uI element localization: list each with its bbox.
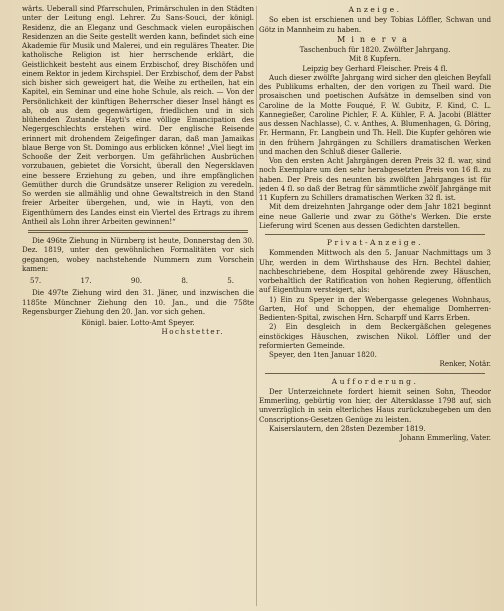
summons-dateline: Kaiserslautern, den 28sten Dezember 1819. [269, 423, 426, 433]
lottery-office: Königl. baier. Lotto-Amt Speyer. [81, 318, 195, 327]
lottery-number: 8. [181, 276, 188, 285]
book-plates: Mit 8 Kupfern. [349, 54, 401, 64]
lottery-number: 5. [227, 276, 234, 285]
right-column [259, 4, 491, 442]
notary-signature: Renker, Notär. [439, 359, 491, 369]
auction-dateline: Speyer, den 1ten Januar 1820. [269, 350, 377, 359]
book-announcement: Mit dem dreizehnten Jahrgange oder dem Jahr 1821 beginnt eine neue Gallerie und zwar zu Göthe's Werken. Die erste Lieferung wird Scenen aus dessen Gedichten darstellen. [259, 202, 491, 230]
auction-item: 2) Ein desgleich in dem Beckergäßchen gelegenes einstöckiges Häuschen, zwischen Nikol. Löffler und der reformierten Gemeinde. [259, 322, 491, 350]
lottery-text: Die 496te Ziehung in Nürnberg ist heute, Donnerstag den 30. Dez. 1819, unter den gewöhnlichen Formalitäten vor sich gegangen, wobey nachstehende Nummern zum Vorschein kamen: [22, 236, 254, 273]
column-divider [256, 6, 257, 606]
lottery-number: 90. [130, 276, 143, 285]
book-title: Minerva [337, 34, 413, 44]
notice-text: So eben ist erschienen und bey Tobias Löffler, Schwan und Götz in Mannheim zu haben. [259, 15, 491, 34]
heading-private-notice: Privat-Anzeige. [326, 238, 424, 247]
book-publisher: Leipzig bey Gerhard Fleischer. Preis 4 fl. [302, 63, 448, 73]
auction-item: 1) Ein zu Speyer in der Webergasse gelegenes Wohnhaus, Garten, Hof und Schoppen, der ehemalige Domherren-Bedienten-Spital, zwischen Hrn. Scharpff und Karrs Erben. [259, 294, 491, 322]
heading-summons: Aufforderung. [331, 376, 419, 386]
book-prices: Von den ersten Acht Jahrgängen deren Preis 32 fl. war, sind noch Exemplare um den sehr herabgesetzten Preis von 16 fl. zu haben. Der Preis des neunten bis zwölften Jahrganges ist für jeden 4 fl. so daß der Betrag für sämmtliche zwölf Jahrgänge mit 11 Kupfern zu Schillers dramatischen Werken 32 fl. ist. [259, 156, 491, 202]
left-column [22, 4, 254, 337]
section-divider [265, 234, 485, 235]
section-divider [28, 230, 248, 233]
lottery-signature: Hochstetter. [161, 327, 224, 337]
lottery-numbers [22, 276, 254, 285]
book-description: Auch dieser zwölfte Jahrgang wird sicher den gleichen Beyfall des Publikums erhalten, der den vorigen zu Theil ward. Die prosaischen und poetischen Aufsätze in demselben sind von Caroline de la Motte Fouqué, F. W. Gubitz, F. Kind, C. L. Kannegießer, Caroline Pichler, F. A. Kühler, F. A. Jacobi (Blätter aus dessen Nachlasse), C. v. Anthes, A. Blumenhagen, G. Döring, Fr. Hermann, Fr. Langbein und Th. Hell. Die Kupfer gehören wie in den frühern Jahrgängen zu Schillers dramatischen Werken und machen den Schluß dieser Gallerie. [259, 72, 491, 156]
lottery-number: 57. [30, 276, 42, 285]
book-subtitle: Taschenbuch für 1820. Zwölfter Jahrgang. [299, 45, 451, 54]
lottery-followup: Die 497te Ziehung wird den 31. Jäner, und inzwischen die 1185te Münchner Ziehung den 10. Jan., und die 758te Regensburger Ziehung den 20. Jan. vor sich gehen. [22, 288, 254, 316]
lottery-number: 17. [80, 276, 92, 285]
heading-anzeige: Anzeige. [348, 5, 402, 14]
summons-text: Der Unterzeichnete fordert hiemit seinen Sohn, Theodor Emmerling, gebürtig von hier, der Altersklasse 1798 auf, sich unverzüglich in sein elterliches Haus zurückzubegeben um den Conscriptions-Gesetzen Genüge zu leisten. [259, 386, 491, 424]
auction-text: Kommenden Mittwoch als den 5. Januar Nachmittags um 3 Uhr, werden in dem Wirthshause des Hrn. Bechtel dahier, nachbeschriebene, dem Hospital gehörende zwey Häuschen, vorbehaltlich der Ratification von hohen Regierung, öffentlich auf Eigenthum versteigert, als: [259, 248, 491, 295]
article-text: wärts. Ueberall sind Pfarrschulen, Primärschulen in den Städten unter der Leitung engl. Lehrer. Zu Sans-Souci, der königl. Residenz, die an Eleganz und Geschmack vielen europäischen Residenzen an die Seite gestellt werden kann, befindet sich eine Akademie für Musik und Malerei, und ein reguläres Theater. Die katholische Religion ist hier herrschende erklärt, die Geistlichkeit besteht aus einem Erzbischof, drey Bischöfen und einem Rektor in jedem Kirchspiel. Der Erzbischof, dem der Pabst sich bisher sich geweigert hat, die Weihe zu ertheilen, hat ein Kapitel, ein Seminar und eine hohe Schule, als reich. — Von der Persönlichkeit der künftigen Beherrscher dieser Insel hängt es ab, ob aus dem gegenwärtigen, friedlichen und in sich blühenden Zustande Hayti's eine völlige Emancipation des Negergeschlechts erstehen wird. Der englische Reisende erinnert mit drohendem Zeigefinger daran, daß man Jamaikas blaue Berge von St. Domingo aus erblicken könne! „Viel liegt im Schooße der Zeit verborgen. Um gefährlichen Ausbrüchen vorzubauen, gebietet die Vorsicht, überall den Negersklaven eine bessere Erziehung zu geben, und ihre empfänglichen Gemüther durch die Grundsätze unserer Religion zu veredeln. So werden sie allmählig und ohne Gewaltstreich in den Stand freier Arbeiter übergehen, und, wie in Hayti, von den Eigenthümern des Landes einst ein Viertel des Ertrags zu ihrem Antheil als Lohn ihrer Arbeiten gewinnen!“ [22, 4, 254, 226]
father-signature: Johann Emmerling, Vater. [399, 433, 491, 442]
section-divider [265, 373, 485, 374]
